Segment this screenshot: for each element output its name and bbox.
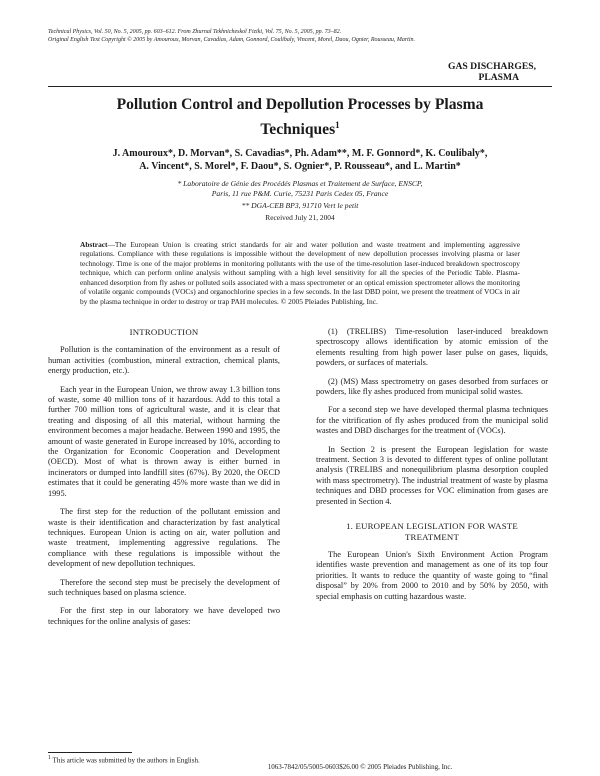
journal-header	[48, 28, 558, 44]
affiliation-line1: * Laboratoire de Génie des Procédés Plasmas et Traitement de Surface, ENSCP,	[177, 179, 423, 188]
paragraph: For the first step in our laboratory we have developed two techniques for the online analysis of gases:	[48, 606, 280, 626]
paper-title-line1: Pollution Control and Depollution Processes by Plasma	[116, 96, 484, 113]
paragraph: In Section 2 is present the European legislation for waste treatment. Section 3 is devoted to different types of online pollutant analysis (TRELIBS and nonequilibrium plasma desorption coupled with mass spectrometry). The industrial treatment of waste by plasma techniques and DBD processes for VOC elimination from gases are presented in Section 4.	[316, 444, 548, 506]
paragraph: Therefore the second step must be precisely the development of such techniques based on plasma science.	[48, 577, 280, 597]
section-heading	[0, 61, 536, 83]
section-1-heading	[316, 521, 548, 542]
header-rule	[48, 86, 552, 87]
paragraph: The European Union's Sixth Environment Action Program identifies waste prevention and management as one of its top four priorities. It wants to reduce the quantity of waste going to “final disposal” by 20% from 2000 to 2010 and by 50% by 2050, with special emphasis on cutting hazardous waste.	[316, 549, 548, 601]
paragraph: (1) (TRELIBS) Time-resolution laser-induced breakdown spectroscopy allows identification by atomic emission of the elements resulting from high power laser pulse on gases, liquids, powders, or surfaces of materials.	[316, 327, 548, 368]
affiliation-line2: Paris, 11 rue P&M. Curie, 75231 Paris Cedex 05, France	[211, 189, 389, 198]
right-column	[316, 327, 548, 610]
section-1-heading-line2: TREATMENT	[404, 531, 460, 542]
section-heading-line1: GAS DISCHARGES,	[448, 61, 536, 72]
paragraph: Pollution is the contamination of the environment as a result of human activities (combustion, mineral extraction, chemical plants, energy production, etc.).	[48, 345, 280, 376]
footnote-rule	[48, 752, 132, 753]
footnote-mark: 1	[48, 755, 51, 761]
paper-title	[60, 95, 540, 140]
paragraph: Each year in the European Union, we throw away 1.3 billion tons of waste, some 40 million tons of it hazardous. Add to this total a further 700 million tons of agricultural waste, and it is clear that treating and disposing of all this material, without harming the environment becomes a major headache. Between 1990 and 1995, the amount of waste generated in Europe increased by 10%, according to the Organization for Economic Cooperation and Development (OECD). Most of what is thrown away is either burned in incinerators or dumped into landfill sites (67%). By 2020, the OECD estimates that it could be generating 45% more waste than we did in 1995.	[48, 384, 281, 498]
page-footer: 1063-7842/05/5005-0603$26.00 © 2005 Pleiades Publishing, Inc.	[267, 763, 453, 771]
affiliation-2: ** DGA-CEB BP3, 91710 Vert le petit	[241, 201, 359, 210]
journal-citation: Technical Physics, Vol. 50, No. 5, 2005, pp. 603–612. From Zhurnal Tekhnicheskoĭ Fiziki, Vol. 75, No. 5, 2005, pp. 73–82.	[48, 29, 342, 35]
author-line1: J. Amouroux*, D. Morvan*, S. Cavadias*, Ph. Adam**, M. F. Gonnord*, K. Coulibaly*,	[112, 148, 488, 159]
section-heading-line2: PLASMA	[478, 72, 519, 83]
title-footnote-mark: 1	[335, 120, 340, 130]
section-1-heading-line1: 1. EUROPEAN LEGISLATION FOR WASTE	[346, 521, 518, 532]
affiliation-1	[80, 179, 520, 199]
paper-title-line2: Techniques	[260, 121, 336, 139]
author-list	[60, 147, 540, 173]
received-date: Received July 21, 2004	[265, 213, 335, 222]
footnote-text: This article was submitted by the authors in English.	[52, 756, 200, 765]
paragraph: For a second step we have developed thermal plasma techniques for the vitrification of fly ashes produced from the municipal solid wastes and DBD discharges for the treatment of (VOCs).	[316, 405, 548, 436]
paragraph: (2) (MS) Mass spectrometry on gases desorbed from surfaces or powders, like fly ashes produced from municipal solid wastes.	[316, 376, 548, 397]
copyright-line: Original English Text Copyright © 2005 by Amouroux, Morvan, Cavadias, Adam, Gonnord, Coulibaly, Vincent, Morel, Daou, Ognier, Rousseau, Martin.	[48, 37, 415, 43]
abstract-text: —The European Union is creating strict standards for air and water pollution and waste treatment and implementing aggressive regulations. Compliance with these regulations is impossible without the development of new depollution processes involving plasma or laser technology. Time is one of the major problems in monitoring pollutants with the use of the time-resolution laser-induced breakdown spectroscopy technique, which can perform online analysis without sampling with a high level sensitivity for all the species of the Periodic Table. Plasma-enhanced desorption from fly ashes or polluted soils associated with a mass spectrometer or an optical emission spectrometer allows the monitoring of volatile organic compounds (VOCs) and organochlorine species in a few seconds. In the last DBD point, we present the treatment of VOCs in air by the plasma technique in order to destroy or trap PAH molecules. © 2005 Pleiades Publishing, Inc.	[80, 240, 520, 306]
left-column	[48, 327, 280, 635]
abstract	[80, 240, 520, 306]
abstract-label: Abstract	[80, 240, 108, 249]
paragraph: The first step for the reduction of the pollutant emission and waste is their identification and characterization by fast analytical techniques. European Union is acting on air, water pollution and waste treatment, implementing aggressive regulations. The compliance with these regulations is impossible without the development of new depollution techniques.	[48, 507, 280, 569]
author-line2: A. Vincent*, S. Morel*, F. Daou*, S. Ognier*, P. Rousseau*, and L. Martin*	[139, 161, 461, 172]
introduction-heading: INTRODUCTION	[129, 327, 199, 337]
